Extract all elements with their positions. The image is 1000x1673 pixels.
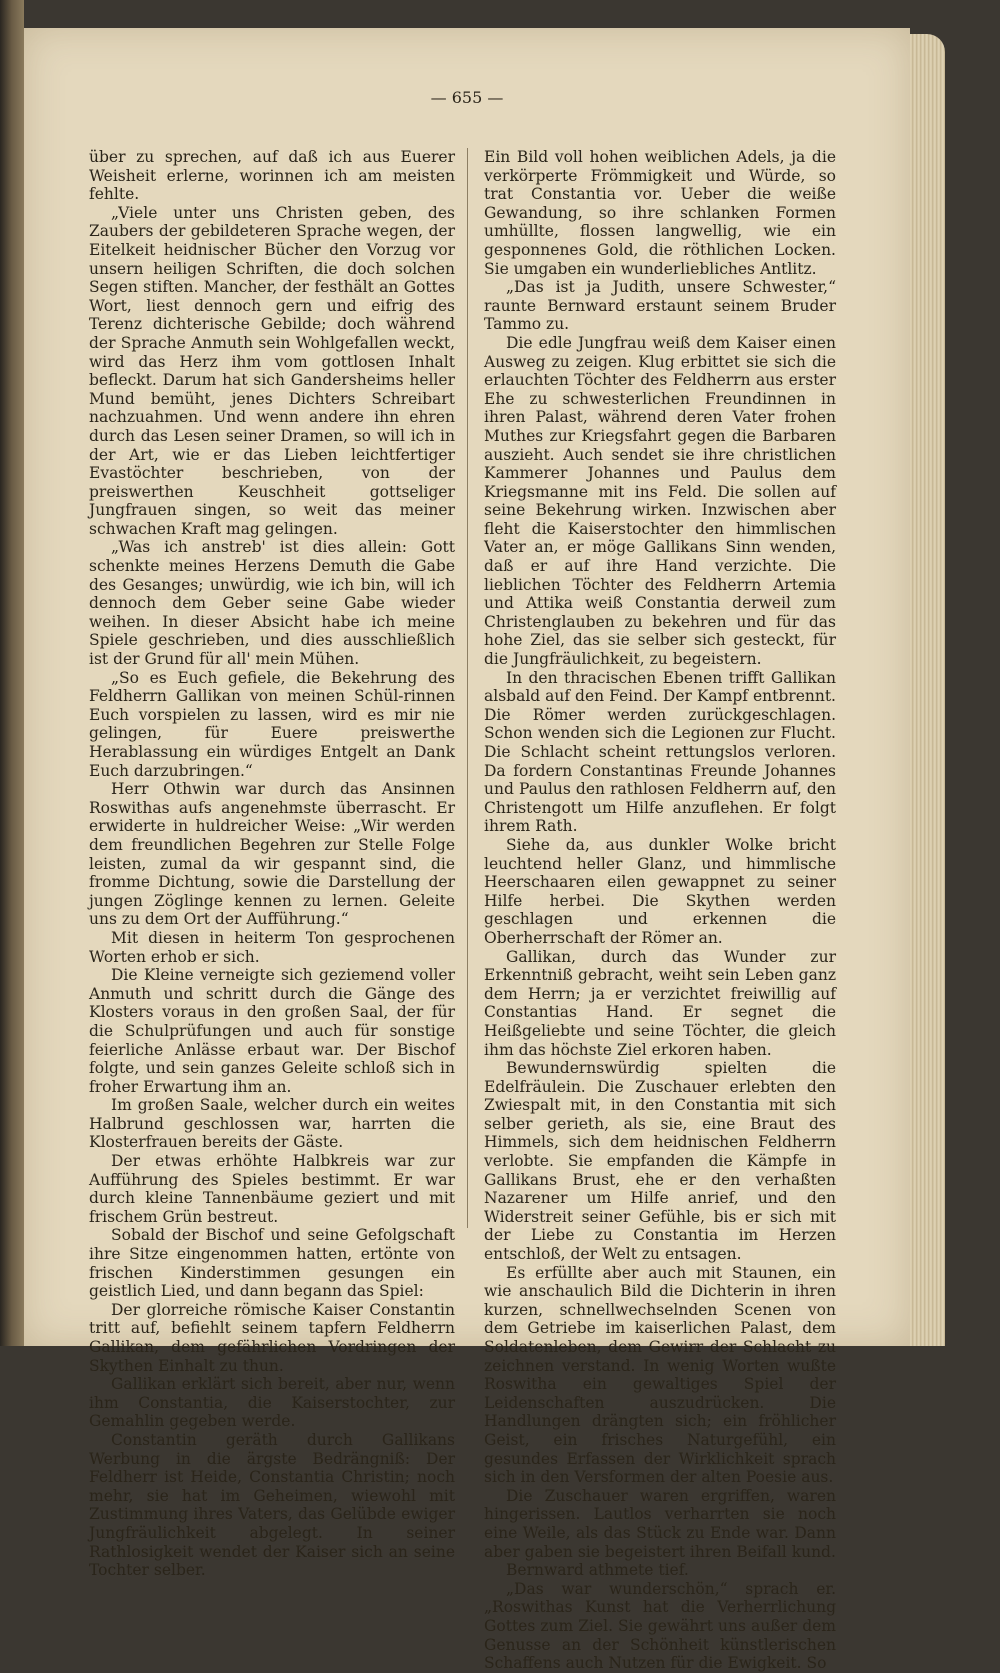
paragraph: Der etwas erhöhte Halbkreis war zur Aufführung des Spieles bestimmt. Er war durch kleine Tannenbäume geziert und mit frischem Grün bestreut.	[89, 1152, 455, 1226]
paragraph: Sobald der Bischof und seine Gefolgschaft ihre Sitze eingenommen hatten, ertönte von frischen Kinderstimmen gesungen ein geistlich Lied, und dann begann das Spiel:	[89, 1226, 455, 1301]
paragraph: „Das ist ja Judith, unsere Schwester,“ raunte Bernward erstaunt seinem Bruder Tammo zu.	[484, 278, 836, 334]
paragraph: In den thracischen Ebenen trifft Gallikan alsbald auf den Feind. Der Kampf entbrennt. Die Römer werden zurückgeschlagen. Schon wenden sich die Legionen zur Flucht. Die Schlacht scheint rettungslos verloren. Da fordern Constantinas Freunde Johannes und Paulus den rathlosen Feldherrn auf, den Christengott um Hilfe anzuflehen. Er folgt ihrem Rath.	[484, 668, 836, 836]
paragraph: Siehe da, aus dunkler Wolke bricht leuchtend heller Glanz, und himmlische Heerschaaren eilen gewappnet zu seiner Hilfe herbei. Die Skythen werden geschlagen und erkennen die Oberherrschaft der Römer an.	[484, 835, 836, 947]
paragraph: Die Kleine verneigte sich geziemend voller Anmuth und schritt durch die Gänge des Klosters voraus in den großen Saal, der für die Schulprüfungen und auch für sonstige feierliche Anlässe erbaut war. Der Bischof folgte, und sein ganzes Geleite schloß sich in froher Erwartung ihm an.	[89, 966, 455, 1096]
paragraph: Der glorreiche römische Kaiser Constantin tritt auf, befiehlt seinem tapfern Feldherrn Gallikan, dem gefährlichen Vordringen der Skythen Einhalt zu thun.	[89, 1300, 455, 1375]
right-column	[484, 148, 836, 1673]
paragraph: Herr Othwin war durch das Ansinnen Roswithas aufs angenehmste überrascht. Er erwiderte in huldreicher Weise: „Wir werden dem freundlichen Begehren zur Stelle Folge leisten, zumal da wir gespannt sind, die fromme Dichtung, sowie die Darstellung der jungen Zöglinge kennen zu lernen. Geleite uns zu dem Ort der Aufführung.“	[89, 780, 455, 929]
paragraph: Mit diesen in heiterm Ton gesprochenen Worten erhob er sich.	[89, 928, 455, 966]
column-divider	[467, 148, 468, 1228]
book-page	[24, 28, 910, 1673]
paragraph: Constantin geräth durch Gallikans Werbung in die ärgste Bedrängniß: Der Feldherr ist Heide, Constantia Christin; noch mehr, sie hat im Geheimen, wiewohl mit Zustimmung ihres Vaters, das Gelübde ewiger Jungfräulichkeit abgelegt. In seiner Rathlosigkeit wendet der Kaiser sich an seine Tochter selber.	[89, 1430, 455, 1580]
page-number: — 655 —	[430, 88, 504, 107]
paragraph: Bernward athmete tief.	[506, 1561, 689, 1580]
paragraph: „So es Euch gefiele, die Bekehrung des Feldherrn Gallikan von meinen Schül-rinnen Euch vorspielen zu lassen, wird es mir nie gelingen, für Euere preiswerthe Herablassung ein würdiges Entgelt an Dank Euch darzubringen.“	[89, 668, 455, 780]
paragraph: „Das war wunderschön,“ sprach er. „Roswithas Kunst hat die Verherrlichung Gottes zum Ziel. Sie gewährt uns außer dem Genusse an der Schönheit künstlerischen Schaffens auch Nutzen für die Ewigkeit. So	[484, 1579, 836, 1673]
paragraph: Die Zuschauer waren ergriffen, waren hingerissen. Lautlos verharrten sie noch eine Weile, als das Stück zu Ende war. Dann aber gaben sie begeistert ihren Beifall kund.	[484, 1486, 836, 1561]
paragraph: Gallikan erklärt sich bereit, aber nur, wenn ihm Constantia, die Kaiserstochter, zur Gemahlin gegeben werde.	[89, 1375, 455, 1431]
paragraph: über zu sprechen, auf daß ich aus Euerer Weisheit erlerne, worinnen ich am meisten fehlte.	[89, 148, 455, 204]
previous-page-edge	[0, 0, 24, 1346]
paragraph: „Was ich anstreb' ist dies allein: Gott schenkte meines Herzens Demuth die Gabe des Gesanges; unwürdig, wie ich bin, will ich dennoch dem Geber seine Gabe wieder weihen. In dieser Absicht habe ich meine Spiele geschrieben, und dies ausschließlich ist der Grund für all' mein Mühen.	[89, 538, 455, 669]
paragraph: „Viele unter uns Christen geben, des Zaubers der gebildeteren Sprache wegen, der Eitelkeit heidnischer Bücher den Vorzug vor unsern heiligen Schriften, die doch solchen Segen stiften. Mancher, der festhält an Gottes Wort, liest dennoch gern und eifrig des Terenz dichterische Gebilde; doch während der Sprache Anmuth sein Wohlgefallen weckt, wird das Herz ihm vom gottlosen Inhalt befleckt. Darum hat sich Gandersheims heller Mund bemüht, jenes Dichters Schreibart nachzuahmen. Und wenn andere ihn ehren durch das Lesen seiner Dramen, so will ich in der Art, wie er das Lieben leichtfertiger Evastöchter beschrieben, von der preiswerthen Keuschheit gottseliger Jungfrauen singen, so weit das meiner schwachen Kraft mag gelingen.	[89, 203, 455, 538]
paragraph: Bewundernswürdig spielten die Edelfräulein. Die Zuschauer erlebten den Zwiespalt mit, in den Constantia mit sich selber gerieth, als sie, eine Braut des Himmels, sich dem heidnischen Feldherrn verlobte. Sie empfanden die Kämpfe in Gallikans Brust, ehe er den verhaßten Nazarener um Hilfe anrief, und den Widerstreit seiner Gefühle, bis er sich mit der Liebe zu Constantia im Herzen entschloß, der Welt zu entsagen.	[484, 1059, 836, 1264]
paragraph: Im großen Saale, welcher durch ein weites Halbrund geschlossen war, harrten die Klosterfrauen bereits der Gäste.	[89, 1096, 455, 1152]
paragraph: Die edle Jungfrau weiß dem Kaiser einen Ausweg zu zeigen. Klug erbittet sie sich die erlauchten Töchter des Feldherrn aus erster Ehe zu schwesterlichen Freundinnen in ihren Palast, während deren Vater frohen Muthes zur Kriegsfahrt gegen die Barbaren auszieht. Auch sendet sie ihre christlichen Kammerer Johannes und Paulus dem Kriegsmanne mit ins Feld. Die sollen auf seine Bekehrung wirken. Inzwischen aber fleht die Kaiserstochter den himmlischen Vater an, er möge Gallikans Sinn wenden, daß er auf ihre Hand verzichte. Die lieblichen Töchter des Feldherrn Artemia und Attika weiß Constantia derweil zum Christenglauben zu bekehren und für das hohe Ziel, das sie selber sich gesteckt, für die Jungfräulichkeit, zu begeistern.	[484, 333, 836, 669]
page-block-edge	[905, 34, 945, 1346]
paragraph: Gallikan, durch das Wunder zur Erkenntniß gebracht, weiht sein Leben ganz dem Herrn; ja er verzichtet freiwillig auf Constantias Hand. Er segnet die Heißgeliebte und seine Töchter, die gleich ihm das höchste Ziel erkoren haben.	[484, 947, 836, 1059]
paragraph: Ein Bild voll hohen weiblichen Adels, ja die verkörperte Frömmigkeit und Würde, so trat Constantia vor. Ueber die weiße Gewandung, so ihre schlanken Formen umhüllte, flossen langwellig, wie ein gesponnenes Gold, die röthlichen Locken. Sie umgaben ein wunderliebliches Antlitz.	[484, 148, 836, 278]
paragraph: Es erfüllte aber auch mit Staunen, ein wie anschaulich Bild die Dichterin in ihren kurzen, schnellwechselnden Scenen von dem Getriebe im kaiserlichen Palast, dem Soldatenleben, dem Gewirr der Schlacht zu zeichnen verstand. In wenig Worten wußte Roswitha ein gewaltiges Spiel der Leidenschaften auszudrücken. Die Handlungen drängten sich; ein fröhlicher Geist, ein frisches Naturgefühl, ein gesundes Erfassen der Wirklichkeit sprach sich in den Versformen der alten Poesie aus.	[484, 1263, 836, 1487]
left-column	[89, 148, 455, 1580]
